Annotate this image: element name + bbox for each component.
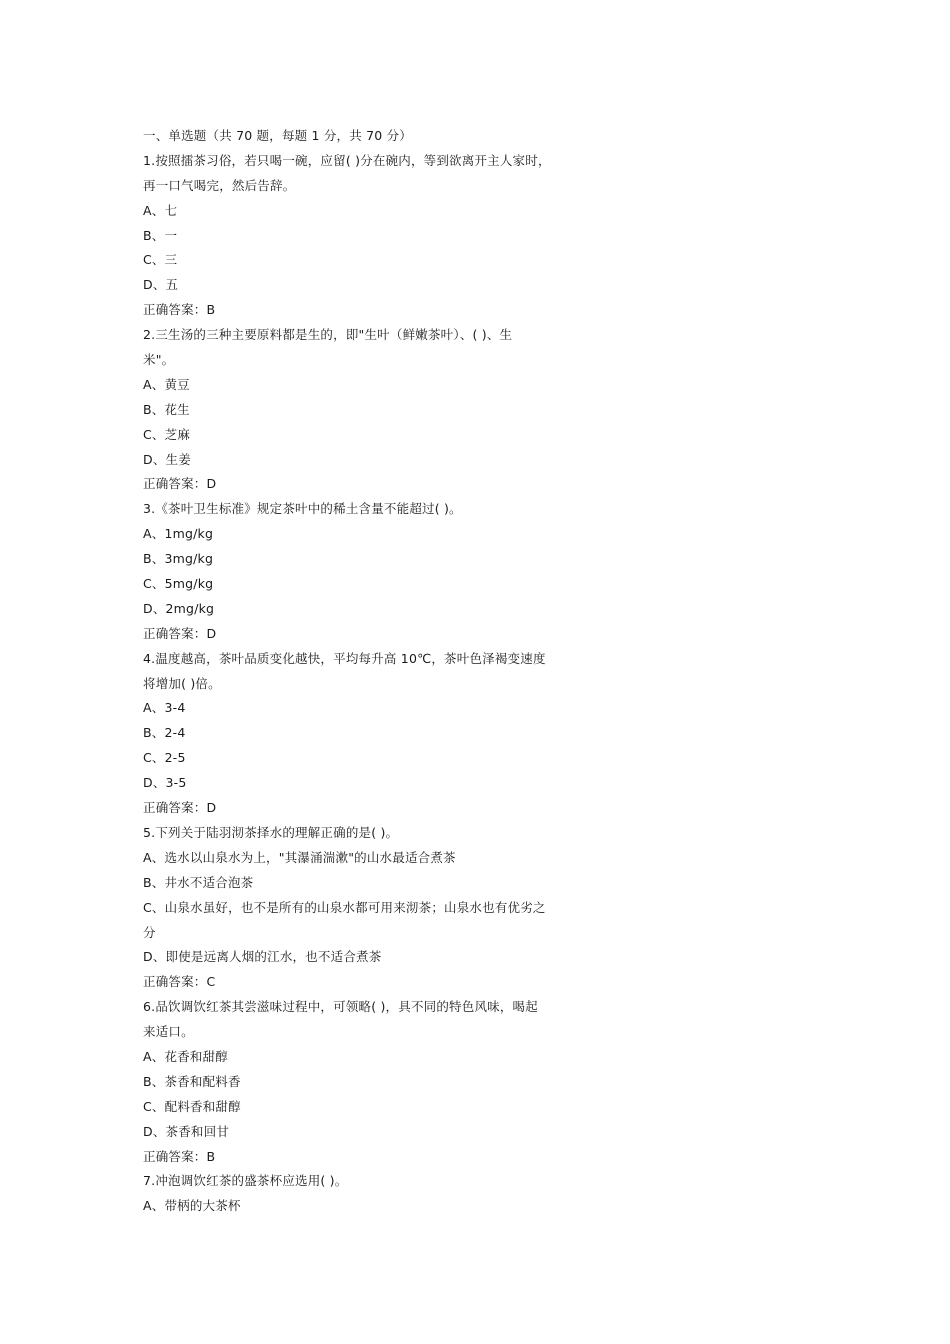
question-option: D、即使是远离人烟的江水，也不适合煮茶	[143, 949, 382, 965]
answer-line: 正确答案：B	[143, 302, 216, 318]
question-option: B、茶香和配料香	[143, 1073, 241, 1089]
questions-container	[143, 149, 563, 1219]
question-stem: 2.三生汤的三种主要原料都是生的，即"生叶（鲜嫩茶叶）、( )、生	[143, 327, 513, 343]
question-option: D、2mg/kg	[143, 600, 215, 616]
question-option: 分	[143, 924, 156, 940]
question-stem: 6.品饮调饮红茶其尝滋味过程中，可领略( )，具不同的特色风味，喝起	[143, 999, 538, 1015]
question-block	[143, 1169, 563, 1219]
question-option: C、芝麻	[143, 426, 191, 442]
question-option: C、三	[143, 252, 178, 268]
answer-line: 正确答案：D	[143, 800, 217, 816]
question-stem: 3.《茶叶卫生标准》规定茶叶中的稀土含量不能超过( )。	[143, 501, 462, 517]
question-stem: 4.温度越高，茶叶品质变化越快，平均每升高 10℃，茶叶色泽褐变速度	[143, 650, 546, 666]
question-option: D、五	[143, 277, 179, 293]
question-option: A、3-4	[143, 700, 186, 716]
question-option: A、选水以山泉水为上，"其瀑涌湍漱"的山水最适合煮茶	[143, 849, 456, 865]
answer-line: 正确答案：D	[143, 625, 217, 641]
question-option: B、一	[143, 227, 178, 243]
question-block	[143, 647, 563, 821]
question-option: C、配料香和甜醇	[143, 1098, 241, 1114]
question-option: C、2-5	[143, 750, 186, 766]
answer-line: 正确答案：B	[143, 1148, 216, 1164]
question-block	[143, 497, 563, 646]
question-option: D、生姜	[143, 451, 191, 467]
question-stem: 5.下列关于陆羽沏茶择水的理解正确的是( )。	[143, 824, 399, 840]
section-title: 一、单选题（共 70 题，每题 1 分，共 70 分）	[143, 128, 413, 143]
question-option: B、2-4	[143, 725, 186, 741]
question-option: A、花香和甜醇	[143, 1048, 228, 1064]
question-block	[143, 149, 563, 323]
question-option: C、5mg/kg	[143, 576, 214, 592]
answer-line: 正确答案：D	[143, 476, 217, 492]
question-option: C、山泉水虽好，也不是所有的山泉水都可用来沏茶；山泉水也有优劣之	[143, 899, 546, 915]
question-stem: 来适口。	[143, 1024, 194, 1040]
question-option: D、3-5	[143, 775, 187, 791]
question-stem: 1.按照擂茶习俗，若只喝一碗，应留( )分在碗内，等到欲离开主人家时，	[143, 152, 551, 168]
question-block	[143, 995, 563, 1169]
question-list	[143, 124, 563, 1219]
question-block	[143, 821, 563, 995]
question-stem: 再一口气喝完，然后告辞。	[143, 177, 296, 193]
question-option: B、花生	[143, 401, 190, 417]
question-stem: 7.冲泡调饮红茶的盛茶杯应选用( )。	[143, 1173, 348, 1189]
question-option: A、七	[143, 202, 178, 218]
question-block	[143, 323, 563, 497]
question-option: B、3mg/kg	[143, 551, 214, 567]
question-option: A、1mg/kg	[143, 526, 214, 542]
question-option: D、茶香和回甘	[143, 1123, 230, 1139]
answer-line: 正确答案：C	[143, 974, 216, 990]
question-stem: 将增加( )倍。	[143, 675, 221, 691]
question-option: B、井水不适合泡茶	[143, 874, 254, 890]
question-option: A、带柄的大茶杯	[143, 1198, 241, 1214]
question-stem: 米"。	[143, 352, 175, 368]
question-option: A、黄豆	[143, 376, 190, 392]
